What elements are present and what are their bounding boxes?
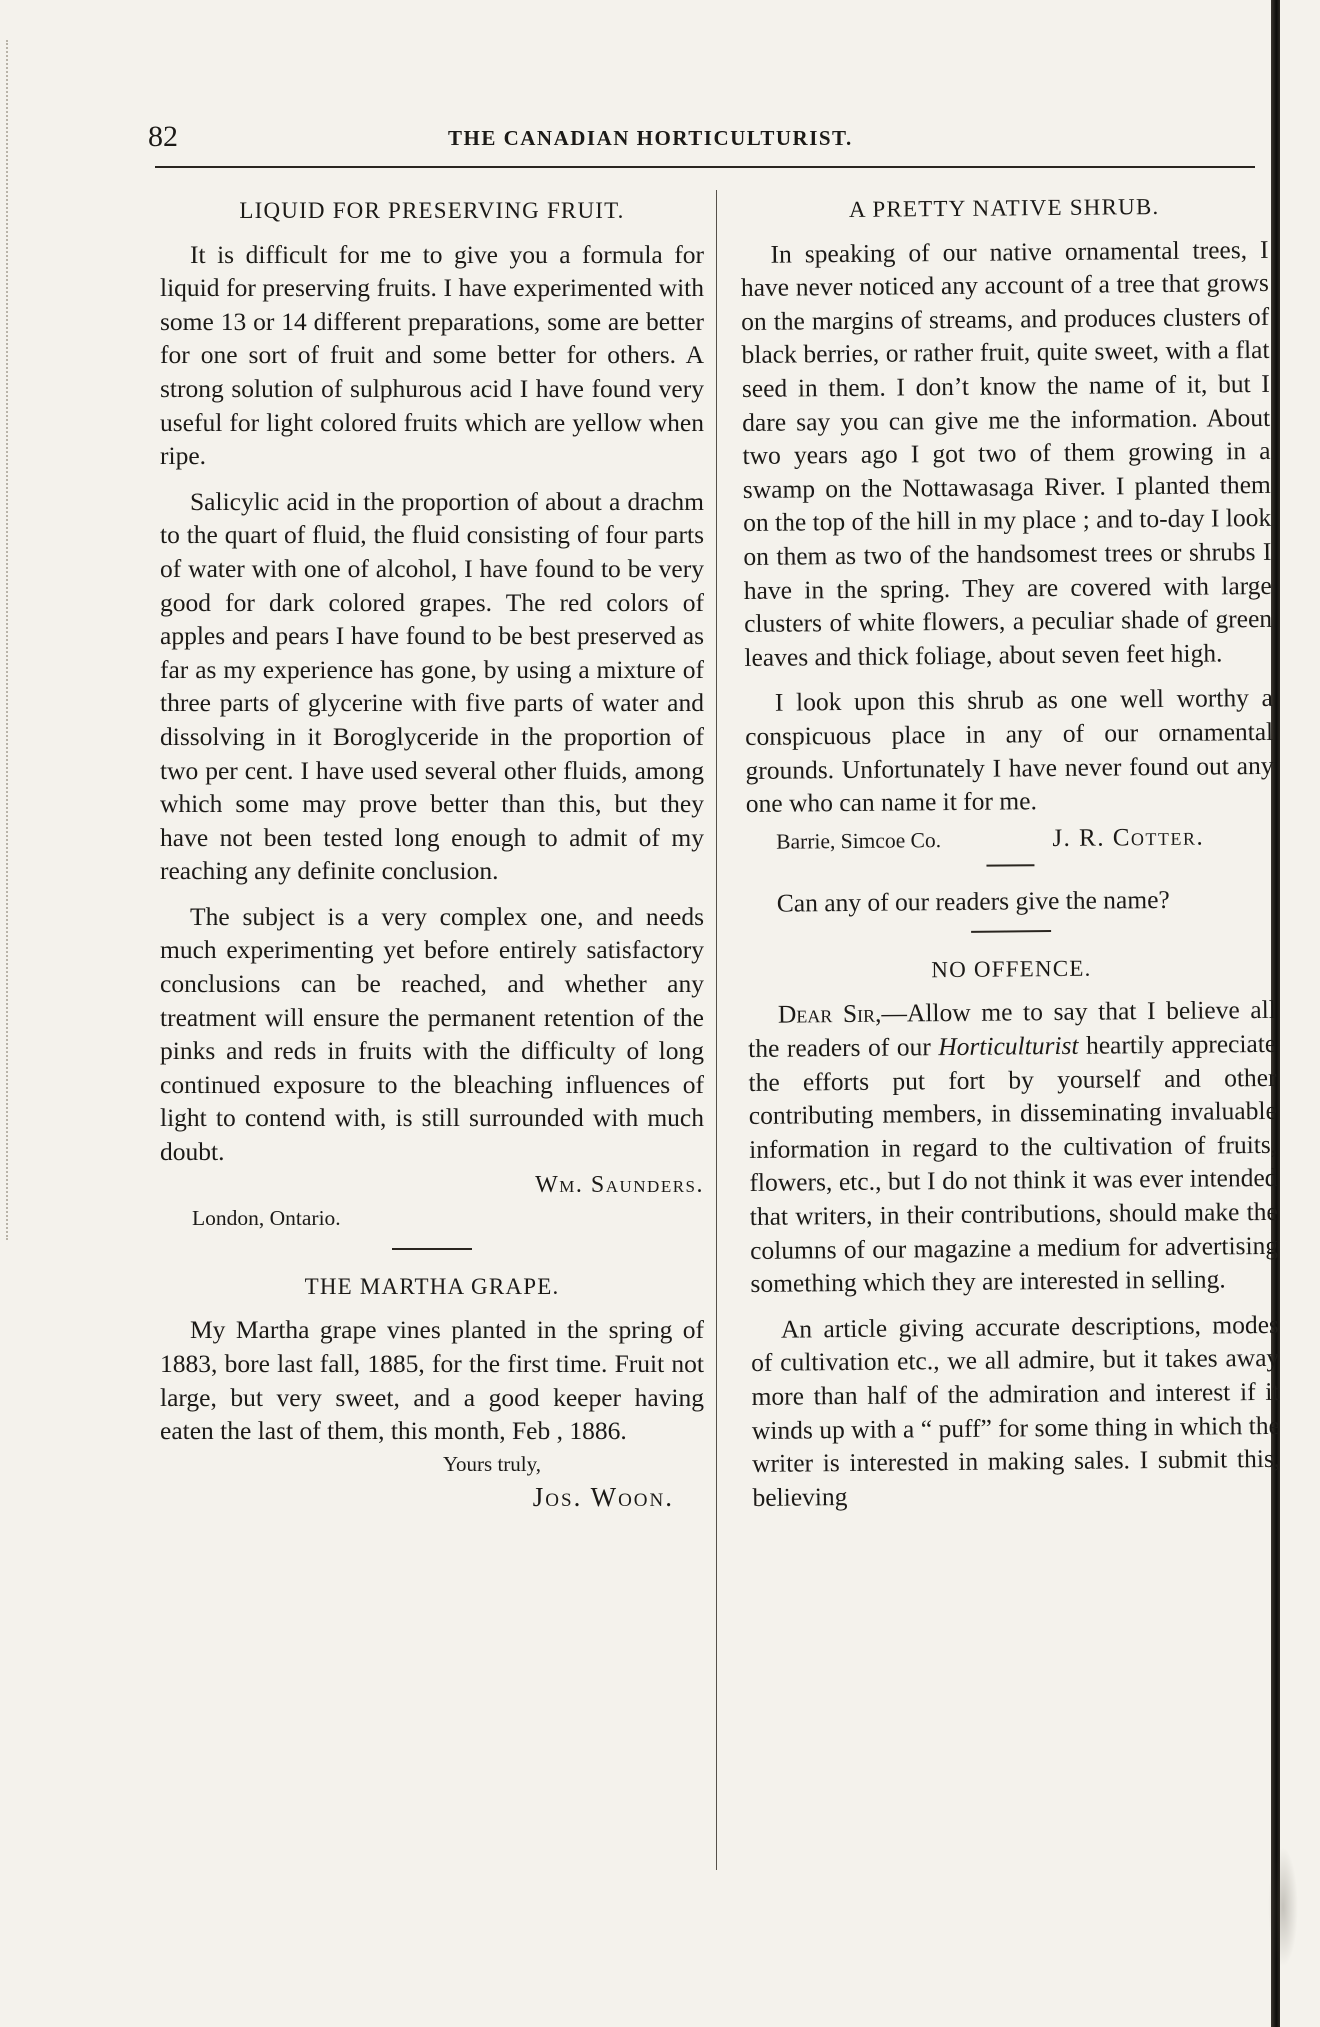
article-paragraph: Salicylic acid in the proportion of about a drachm to the quart of fluid, the fluid consisting of four parts of water with one of alcohol, I have found to be very good for dark colored grapes. The red colors of apples and pears I have found to be best preserved as far as my experience has gone, by using a mixture of three parts of glycerine with five parts of water and dissolving in it Boroglyceride in the proportion of two per cent. I have used several other fluids, among which some may prove better than this, but they have not been tested long enough to admit of my reaching any definite conclusion. <box>160 486 704 886</box>
editor-note: Can any of our readers give the name? <box>776 885 1170 918</box>
signature-woon: Jos. Woon. <box>532 1482 674 1513</box>
salutation: Dear Sir, <box>777 999 882 1030</box>
place-london: London, Ontario. <box>192 1206 341 1231</box>
article-paragraph: It is difficult for me to give you a formula for liquid for preserving fruits. I have experimented with some 13 or 14 different preparations, some are better for one sort of fruit and some better for others. A strong solution of sulphurous acid I have found very useful for light colored fruits which are yellow when ripe. <box>160 239 704 471</box>
article-paragraph <box>748 993 1279 1300</box>
left-column <box>160 194 704 1515</box>
section-rule <box>971 930 1051 933</box>
paper-smudge <box>1268 1847 1298 1967</box>
closing-yours-truly: Yours truly, <box>442 1451 542 1476</box>
section-rule <box>392 1248 472 1250</box>
paragraph-text: —Allow me to say that I believe all the readers of our <box>748 995 1276 1064</box>
paragraph-text: heartily appreciate the efforts put fort by yourself and other contributing members, in disseminating invaluable information in regard to the cultivation of fruits, flowers, etc., but I do not think it was ever intended that writers, in their contributions, should make the columns of our magazine a medium for advertising something which they are interested in selling. <box>748 1028 1279 1299</box>
column-divider <box>716 190 717 1870</box>
article-heading-liquid: LIQUID FOR PRESERVING FRUIT. <box>239 198 625 223</box>
section-rule <box>986 864 1034 866</box>
article-paragraph: In speaking of our native ornamental trees, I have never noticed any account of a tree that grows on the margins of streams, and produces clusters of black berries, or rather fruit, quite sweet, with a flat seed in them. I don’t know the name of it, but I dare say you can give me the information. About two years ago I got two of them growing in a swamp on the Nottawasaga River. I planted them on the top of the hill in my place ; and to-day I look on them as two of the handsomest trees or shrubs I have in the spring. They are covered with large clusters of white flowers, a peculiar shade of green leaves and thick foliage, about seven feet high. <box>740 234 1273 672</box>
article-heading-no-offence: NO OFFENCE. <box>931 955 1092 983</box>
signature-saunders: Wm. Saunders. <box>535 1171 704 1198</box>
italic-magazine-name: Horticulturist <box>938 1030 1079 1062</box>
signature-cotter: J. R. Cotter. <box>1052 823 1205 852</box>
right-column <box>740 189 1281 1514</box>
place-barrie: Barrie, Simcoe Co. <box>776 827 942 854</box>
running-title: THE CANADIAN HORTICULTURIST. <box>448 126 853 150</box>
article-heading-martha: THE MARTHA GRAPE. <box>304 1273 560 1299</box>
page-edge-left <box>6 40 11 1240</box>
byline-row <box>746 820 1274 860</box>
article-paragraph: The subject is a very complex one, and needs much experimenting yet before entirely satisfactory conclusions can be reached, and whether any treatment will ensure the permanent retention of the pinks and reds in fruits with the difficulty of long continued exposure to the bleaching influences of light to contend with, is still surrounded with much doubt. <box>160 901 704 1167</box>
page-header <box>148 118 1253 158</box>
article-paragraph: My Martha grape vines planted in the spring of 1883, bore last fall, 1885, for the first time. Fruit not large, but very sweet, and a good keeper having eaten the last of them, this month, Feb , 1886. <box>160 1315 704 1446</box>
header-rule <box>155 166 1255 168</box>
page-number: 82 <box>148 120 178 153</box>
article-paragraph: I look upon this shrub as one well worthy a conspicuous place in any of our ornamental grounds. Unfortunately I have never found out any one who can name it for me. <box>745 683 1274 819</box>
article-paragraph: An article giving accurate descriptions, modes of cultivation etc., we all admire, but it takes away more than half of the admiration and interest if it winds up with a “ puff” for some thing in which the writer is interested in making sales. I submit this, believing <box>751 1309 1281 1512</box>
article-heading-shrub: A PRETTY NATIVE SHRUB. <box>848 193 1160 222</box>
